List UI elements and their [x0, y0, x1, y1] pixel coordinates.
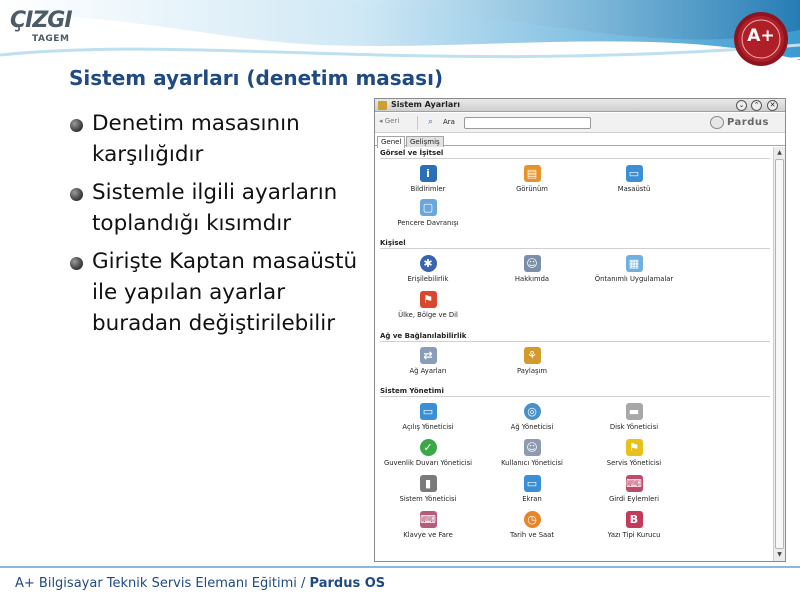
- seal-text: A+: [747, 26, 775, 46]
- settings-item-ag-yoneticisi[interactable]: ◎ Ağ Yöneticisi: [510, 405, 554, 431]
- bullet-item: [70, 177, 370, 239]
- settings-item-acilis-yoneticisi[interactable]: ▭ Açılış Yöneticisi: [402, 405, 454, 431]
- bullet-dot-icon: [70, 119, 83, 132]
- section-header: Kişisel: [380, 239, 770, 249]
- back-button[interactable]: ◂ Geri: [379, 117, 400, 125]
- footer-divider: [0, 566, 800, 568]
- settings-item-sistem-yoneticisi[interactable]: ▮ Sistem Yöneticisi: [399, 477, 457, 503]
- cizgi-logo: [10, 8, 90, 48]
- search-label: Ara: [443, 118, 455, 126]
- window-title: Sistem Ayarları: [391, 100, 460, 109]
- settings-item-masaustu[interactable]: ▭ Masaüstü: [617, 167, 651, 193]
- disk-manager-icon: ▬: [626, 403, 643, 420]
- bullet-text: Sistemle ilgili ayarların toplandığı kısımdır: [92, 180, 338, 236]
- brand-name: Pardus: [727, 117, 769, 128]
- sharing-icon: ⚘: [524, 347, 541, 364]
- vertical-scrollbar[interactable]: [773, 147, 785, 561]
- scroll-down-icon[interactable]: ▼: [777, 551, 782, 558]
- settings-item-servis-yoneticisi[interactable]: ⚑ Servis Yöneticisi: [606, 441, 662, 467]
- network-settings-icon: ⇄: [420, 347, 437, 364]
- display-icon: ▭: [524, 475, 541, 492]
- footer-prefix: A+ Bilgisayar Teknik Servis Elemanı Eğitimi /: [15, 576, 306, 591]
- settings-item-erisilebilirlik[interactable]: ✱ Erişilebilirlik: [407, 257, 449, 283]
- scrollbar-thumb[interactable]: [775, 159, 784, 549]
- toolbar: [375, 113, 785, 133]
- user-manager-icon: ☺: [524, 439, 541, 456]
- settings-item-guvenlik-duvari[interactable]: ✓ Guvenlik Duvarı Yöneticisi: [383, 441, 473, 467]
- search-input[interactable]: [464, 117, 591, 129]
- service-flag-icon: ⚑: [626, 439, 643, 456]
- settings-item-klavye-ve-fare[interactable]: ⌨ Klavye ve Fare: [403, 513, 453, 539]
- footer-bold: Pardus OS: [309, 576, 386, 591]
- section-header: Görsel ve İşitsel: [380, 149, 770, 159]
- settings-item-ekran[interactable]: ▭ Ekran: [522, 477, 542, 503]
- close-button[interactable]: ✕: [767, 100, 778, 111]
- bullet-dot-icon: [70, 188, 83, 201]
- about-me-icon: ☺: [524, 255, 541, 272]
- logo-main-text: ÇIZGI: [10, 8, 72, 33]
- tab-bar: [375, 134, 785, 146]
- section-header: Sistem Yönetimi: [380, 387, 770, 397]
- locale-icon: ⚑: [420, 291, 437, 308]
- bullet-item: [70, 108, 370, 170]
- bullet-dot-icon: [70, 257, 83, 270]
- firewall-shield-icon: ✓: [420, 439, 437, 456]
- pardus-logo-icon: [710, 116, 724, 129]
- bullet-list: [70, 108, 370, 346]
- bullet-text: Girişte Kaptan masaüstü ile yapılan ayarlar buradan değiştirilebilir: [92, 249, 358, 336]
- settings-item-paylasim[interactable]: ⚘ Paylaşım: [516, 349, 548, 375]
- accessibility-icon: ✱: [420, 255, 437, 272]
- keyboard-mouse-icon: ⌨: [420, 513, 436, 526]
- input-actions-icon: ⌨: [626, 477, 642, 490]
- settings-item-ontanimli-uygulamalar[interactable]: ▦ Öntanımlı Uygulamalar: [594, 257, 674, 283]
- maximize-button[interactable]: ⌃: [751, 100, 762, 111]
- network-manager-icon: ◎: [524, 403, 541, 420]
- default-apps-icon: ▦: [626, 255, 643, 272]
- settings-item-bildirimler[interactable]: i Bildirimler: [410, 167, 446, 193]
- settings-item-tarih-ve-saat[interactable]: ◷ Tarih ve Saat: [509, 513, 555, 539]
- bullet-item: [70, 246, 370, 339]
- slide-title: Sistem ayarları (denetim masası): [69, 66, 444, 90]
- settings-item-disk-yoneticisi[interactable]: ▬ Disk Yöneticisi: [609, 405, 659, 431]
- font-installer-icon: B: [626, 511, 643, 528]
- notifications-icon: i: [420, 165, 437, 182]
- settings-item-yazi-tipi-kurucu[interactable]: B Yazı Tipi Kurucu: [607, 513, 661, 539]
- bullet-text: Denetim masasının karşılığıdır: [92, 111, 300, 167]
- settings-item-hakkimda[interactable]: ☺ Hakkımda: [514, 257, 550, 283]
- boot-manager-icon: ▭: [420, 403, 437, 420]
- settings-content: [375, 147, 773, 561]
- toolbar-separator: [417, 116, 418, 130]
- window-behavior-icon: ▢: [420, 199, 437, 216]
- scroll-up-icon[interactable]: ▲: [777, 149, 782, 156]
- desktop-icon: ▭: [626, 165, 643, 182]
- settings-item-ulke-bolge-dil[interactable]: ⚑ Ülke, Bölge ve Dil: [398, 293, 458, 319]
- section-header: Ağ ve Bağlanılabilirlik: [380, 332, 770, 342]
- window-titlebar[interactable]: [375, 99, 785, 112]
- settings-item-pencere-davranisi[interactable]: ▢ Pencere Davranışı: [397, 201, 459, 227]
- tab-gelismis[interactable]: Gelişmiş: [406, 136, 444, 147]
- settings-item-kullanici-yoneticisi[interactable]: ☺ Kullanıcı Yöneticisi: [501, 441, 563, 467]
- clock-icon: ◷: [524, 511, 541, 528]
- settings-item-ag-ayarlari[interactable]: ⇄ Ağ Ayarları: [409, 349, 447, 375]
- a-plus-seal: [733, 11, 789, 67]
- settings-item-gorunum[interactable]: ▤ Görünüm: [516, 167, 548, 193]
- app-icon: [378, 101, 387, 110]
- appearance-icon: ▤: [524, 165, 541, 182]
- tab-genel[interactable]: Genel: [377, 136, 405, 148]
- minimize-button[interactable]: ⌄: [736, 100, 747, 111]
- logo-sub-text: TAGEM: [32, 34, 70, 44]
- footer-text: [15, 576, 385, 591]
- system-settings-window: [374, 98, 786, 562]
- search-icon: ⌕: [428, 117, 434, 127]
- system-manager-icon: ▮: [420, 475, 437, 492]
- settings-item-girdi-eylemleri[interactable]: ⌨ Girdi Eylemleri: [609, 477, 659, 503]
